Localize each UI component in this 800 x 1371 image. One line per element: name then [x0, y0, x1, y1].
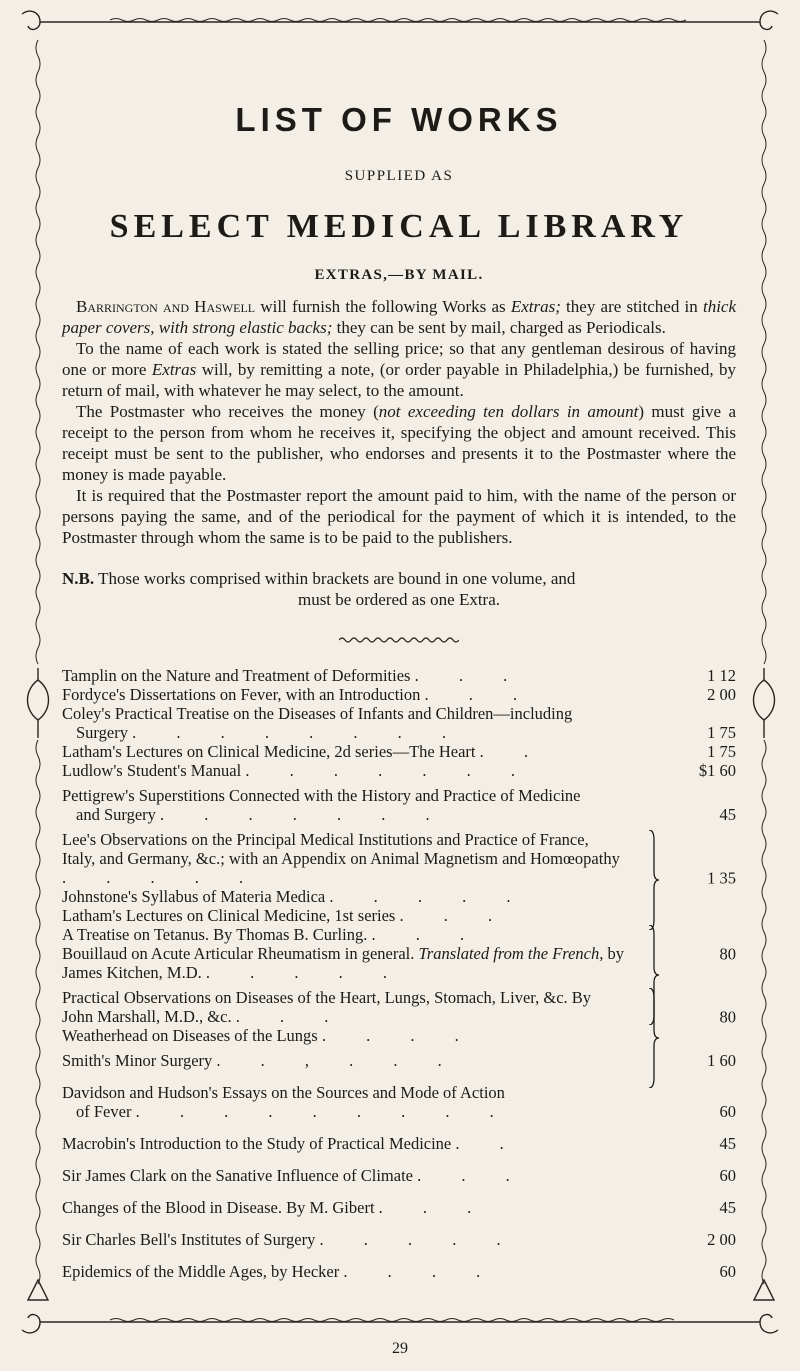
- leader-dots: . .: [479, 742, 546, 761]
- page-number: 29: [392, 1340, 408, 1357]
- leader-dots: . . .: [417, 1166, 528, 1185]
- bracket-group: [62, 988, 736, 1045]
- work-price: 2 00: [707, 685, 736, 704]
- intro-italic: thick paper covers, with strong elastic backs;: [62, 297, 737, 337]
- work-price: 1 35: [707, 868, 736, 887]
- list-item: [62, 1134, 736, 1153]
- work-title: [62, 1134, 666, 1153]
- work-title: [62, 1051, 666, 1070]
- work-title-text: Weatherhead on Diseases of the Lungs: [62, 1026, 318, 1045]
- work-title-text: Bouillaud on Acute Articular Rheumatism in general.: [62, 944, 419, 963]
- intro-text-span: they can be sent by mail, charged as Periodicals.: [332, 318, 666, 337]
- group-item: [62, 830, 626, 887]
- leader-dots: . . .: [424, 685, 536, 704]
- work-title-text: Practical Observations on Diseases of the Heart, Lungs, Stomach, Liver, &c. By John Marshall, M.D., &c.: [62, 988, 592, 1026]
- list-item: [62, 742, 736, 761]
- list-item: [62, 1262, 736, 1281]
- leader-dots: . . .: [414, 666, 526, 685]
- intro-paragraph: [62, 338, 736, 401]
- work-title-continued: [62, 805, 666, 824]
- list-item: [62, 704, 736, 742]
- page-title: LIST OF WORKS: [235, 101, 563, 138]
- work-price: 80: [719, 944, 736, 963]
- work-title-text: Surgery: [76, 723, 128, 742]
- work-title: [62, 761, 666, 780]
- work-title-text: Changes of the Blood in Disease. By M. Gibert: [62, 1198, 375, 1217]
- work-title: [62, 1230, 666, 1249]
- list-item: [62, 1166, 736, 1185]
- intro-paragraph: It is required that the Postmaster report the amount paid to him, with the name of the person or persons paying the same, and of the periodical for the payment of which it is intended, to the Postmaster through whom the same is to be paid to the publishers.: [62, 486, 736, 547]
- nota-bene-line: [62, 568, 736, 589]
- wavy-divider: [339, 636, 459, 644]
- leader-dots: . . . . .: [329, 887, 529, 906]
- intro-italic: not exceeding ten dollars in amount: [378, 402, 639, 421]
- intro-text-span: The Postmaster who receives the money (: [76, 402, 379, 421]
- work-title-text: Tamplin on the Nature and Treatment of Deformities: [62, 666, 411, 685]
- work-title: [62, 1166, 666, 1185]
- leader-dots: . . .: [235, 1007, 347, 1026]
- leader-dots: . . . . . . .: [245, 761, 533, 780]
- group-item: [62, 925, 626, 944]
- publisher-name: Barrington and Haswell: [76, 297, 256, 316]
- work-title-text: A Treatise on Tetanus. By Thomas B. Curling.: [62, 925, 368, 944]
- leader-dots: . . . .: [321, 1026, 477, 1045]
- leader-dots: . . . .: [343, 1262, 499, 1281]
- work-price: 45: [719, 805, 736, 824]
- work-title-text: Latham's Lectures on Clinical Medicine, 1st series: [62, 906, 396, 925]
- group-item: [62, 944, 626, 982]
- list-item: [62, 685, 736, 704]
- work-title-continued: [62, 723, 666, 742]
- work-title-text: of Fever: [76, 1102, 132, 1121]
- leader-dots: . . . . .: [319, 1230, 519, 1249]
- list-item: [62, 1051, 736, 1070]
- intro-text: [62, 296, 736, 548]
- list-item: [62, 1083, 736, 1121]
- work-title-text: Lee's Observations on the Principal Medical Institutions and Practice of France, Italy, and Germany, &c.; with an Appendix on Animal Magnetism and Homœopathy: [62, 830, 620, 868]
- work-title: Davidson and Hudson's Essays on the Sources and Mode of Action: [62, 1083, 505, 1102]
- intro-paragraph: [62, 401, 736, 485]
- bracket-group: [62, 830, 736, 925]
- work-title: Coley's Practical Treatise on the Diseases of Infants and Children—including: [62, 704, 573, 723]
- leader-dots: . . . . . . . . .: [135, 1102, 512, 1121]
- work-price: 1 12: [707, 666, 736, 685]
- list-item: [62, 1230, 736, 1249]
- work-price: 1 60: [707, 1051, 736, 1070]
- intro-text-span: To the name of each work is stated the selling price; so that any gentleman desirous of having one or more: [62, 339, 736, 379]
- leader-dots: . . , . . .: [216, 1051, 460, 1070]
- intro-italic: Extras: [151, 360, 197, 379]
- work-price: 60: [719, 1102, 736, 1121]
- list-item: [62, 1198, 736, 1217]
- work-title: [62, 685, 666, 704]
- leader-dots: . . . . .: [62, 868, 262, 887]
- list-item: [62, 666, 736, 685]
- intro-text-span: will furnish the following Works as: [255, 297, 511, 316]
- work-price: 45: [719, 1198, 736, 1217]
- work-price: $1 60: [698, 761, 736, 780]
- work-price: 1 75: [707, 723, 736, 742]
- intro-paragraph: [62, 296, 736, 338]
- work-title-text: Macrobin's Introduction to the Study of Practical Medicine: [62, 1134, 452, 1153]
- work-title: [62, 1198, 666, 1217]
- work-title-continued: [62, 1102, 666, 1121]
- work-price: 60: [719, 1262, 736, 1281]
- work-title-text: Ludlow's Student's Manual: [62, 761, 242, 780]
- intro-text-span: will, by remitting a note, (or order payable in Philadelphia,) be furnished, by return of mail, with whatever he may select, to the amount.: [62, 360, 736, 400]
- group-item: [62, 906, 626, 925]
- work-title-text: Epidemics of the Middle Ages, by Hecker: [62, 1262, 340, 1281]
- work-title-text: Sir James Clark on the Sanative Influence of Climate: [62, 1166, 413, 1185]
- work-title: Pettigrew's Superstitions Connected with the History and Practice of Medicine: [62, 786, 581, 805]
- work-title-text: Smith's Minor Surgery: [62, 1051, 213, 1070]
- bracket-icon: [648, 988, 660, 1088]
- work-price: 2 00: [707, 1230, 736, 1249]
- nota-bene-label: N.B.: [62, 569, 95, 588]
- content: [62, 100, 736, 1281]
- intro-italic: Extras;: [510, 297, 561, 316]
- group-item: [62, 988, 626, 1026]
- leader-dots: . . . . . . . .: [132, 723, 464, 742]
- work-title-text: and Surgery: [76, 805, 156, 824]
- extras-heading: EXTRAS,—BY MAIL.: [314, 267, 484, 283]
- work-title-text: Johnstone's Syllabus of Materia Medica: [62, 887, 326, 906]
- work-title: [62, 666, 666, 685]
- nota-bene-text: Those works comprised within brackets are bound in one volume, and: [94, 569, 576, 588]
- work-title: [62, 1262, 666, 1281]
- nota-bene: [62, 568, 736, 610]
- intro-text-span: they are stitched in: [560, 297, 703, 316]
- leader-dots: . . . . .: [205, 963, 406, 982]
- bracket-group: [62, 925, 736, 982]
- group-item: [62, 887, 626, 906]
- work-title-text: by James Kitchen, M.D.: [62, 944, 624, 982]
- list-item: [62, 761, 736, 780]
- work-title: [62, 742, 666, 761]
- supplied-as-heading: SUPPLIED AS: [344, 168, 454, 184]
- work-price: 60: [719, 1166, 736, 1185]
- leader-dots: . .: [455, 1134, 522, 1153]
- work-title-text: Sir Charles Bell's Institutes of Surgery: [62, 1230, 316, 1249]
- list-item: [62, 786, 736, 824]
- leader-dots: . . .: [378, 1198, 490, 1217]
- group-item: [62, 1026, 626, 1045]
- work-title-italic: Translated from the French,: [418, 944, 604, 963]
- leader-dots: . . .: [371, 925, 483, 944]
- work-price: 45: [719, 1134, 736, 1153]
- work-title-text: Latham's Lectures on Clinical Medicine, 2d series—The Heart: [62, 742, 476, 761]
- leader-dots: . . . . . . .: [160, 805, 448, 824]
- work-title-text: Fordyce's Dissertations on Fever, with an Introduction: [62, 685, 421, 704]
- leader-dots: . . .: [399, 906, 511, 925]
- works-list: [62, 666, 736, 1281]
- work-price: 1 75: [707, 742, 736, 761]
- bracket-icon: [648, 830, 660, 930]
- intro-text-span: ) must give a receipt to the person from whom he receives it, specifying the object and amount received. This receipt must be sent to the publisher, who endorses and presents it to the Postmaster where the money is made payable.: [62, 402, 736, 484]
- library-heading: SELECT MEDICAL LIBRARY: [109, 208, 689, 245]
- nota-bene-line: must be ordered as one Extra.: [297, 590, 501, 609]
- work-price: 80: [719, 1007, 736, 1026]
